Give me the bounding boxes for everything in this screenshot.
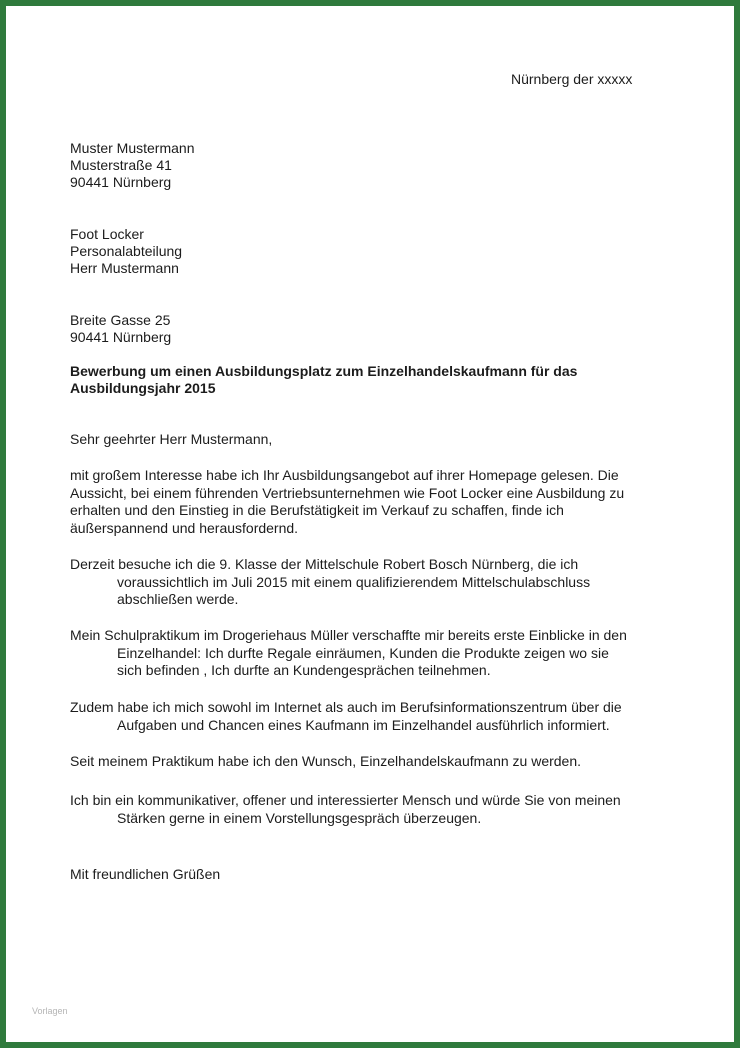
paragraph-line: Seit meinem Praktikum habe ich den Wunsch, Einzelhandelskaufmann zu werden. [70,753,582,769]
paragraph-personality [70,792,690,827]
paragraph-line: Aufgaben und Chancen eines Kaufmann im Einzelhandel ausführlich informiert. [117,716,610,733]
recipient-block [70,226,182,277]
paragraph-line: Mein Schulpraktikum im Drogeriehaus Müller verschaffte mir bereits erste Einblicke in den [70,627,627,643]
paragraph-intro [70,467,690,537]
sender-street: Musterstraße 41 [70,157,172,173]
recipient-street: Breite Gasse 25 [70,312,171,328]
paragraph-line: Zudem habe ich mich sowohl im Internet als auch im Berufsinformationszentrum über die [70,699,622,715]
recipient-contact: Herr Mustermann [70,260,179,276]
sender-block [70,140,194,191]
paragraph-line: Aussicht, bei einem führenden Vertriebsunternehmen wie Foot Locker eine Ausbildung zu [70,484,625,501]
paragraph-line: sich befinden , Ich durfte an Kundengesprächen teilnehmen. [117,662,491,678]
paragraph-line: Einzelhandel: Ich durfte Regale einräumen, Kunden die Produkte zeigen wo sie [117,644,609,661]
paragraph-line: Stärken gerne in einem Vorstellungsgespräch überzeugen. [117,809,482,826]
closing-greeting: Mit freundlichen Grüßen [70,866,221,882]
recipient-city: 90441 Nürnberg [70,329,172,345]
paragraph-line: Ich bin ein kommunikativer, offener und interessierter Mensch und würde Sie von meinen [70,792,621,808]
recipient-address-block [70,312,171,346]
sender-city: 90441 Nürnberg [70,174,172,190]
paragraph-line: erhalten und den Einstieg in die Berufstätigkeit im Verkauf zu schaffen, finde ich [70,502,564,518]
letter-page [6,6,734,1042]
paragraph-internship [70,627,690,680]
paragraph-line: voraussichtlich im Juli 2015 mit einem qualifizierendem Mittelschulabschluss [117,573,591,590]
paragraph-school [70,556,690,609]
paragraph-line: mit großem Interesse habe ich Ihr Ausbildungsangebot auf ihrer Homepage gelesen. Die [70,467,619,483]
paragraph-line: äußerspannend und herausfordernd. [70,519,299,536]
subject-line-2: Ausbildungsjahr 2015 [70,380,216,396]
paragraph-wish [70,753,690,771]
paragraph-line: Derzeit besuche ich die 9. Klasse der Mittelschule Robert Bosch Nürnberg, die ich [70,556,579,572]
recipient-department: Personalabteilung [70,243,183,259]
letter-date: Nürnberg der xxxxx [511,71,633,87]
paragraph-research [70,699,690,734]
salutation: Sehr geehrter Herr Mustermann, [70,431,273,447]
paragraph-line: abschließen werde. [117,591,239,607]
subject-line [70,363,577,397]
recipient-company: Foot Locker [70,226,144,242]
watermark: Vorlagen [32,1006,68,1016]
subject-line-1: Bewerbung um einen Ausbildungsplatz zum Einzelhandelskaufmann für das [70,363,578,379]
sender-name: Muster Mustermann [70,140,195,156]
